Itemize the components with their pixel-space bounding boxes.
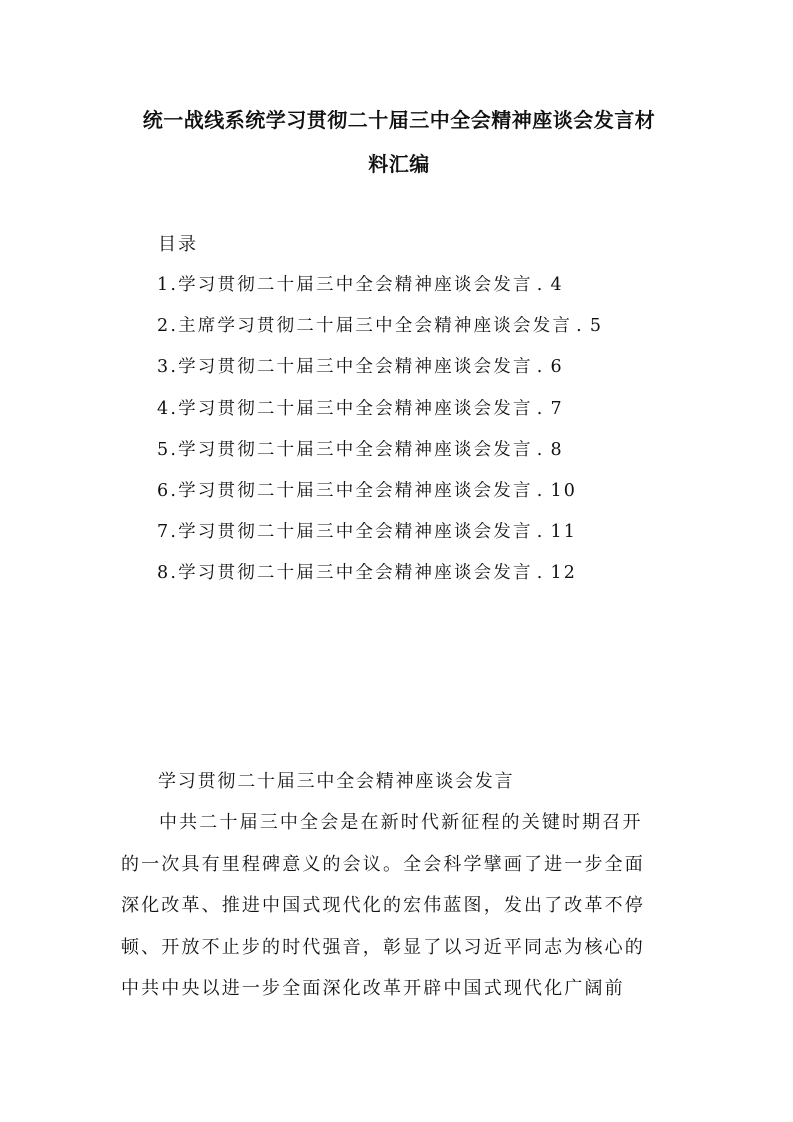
toc-entry[interactable] [157, 478, 603, 519]
toc-entry-page: 4 [550, 275, 564, 295]
toc-entry[interactable] [157, 354, 603, 395]
paragraph-line: 顿、开放不止步的时代强音，彰显了以习近平同志为核心的 [121, 936, 645, 958]
toc-entry-page: 12 [550, 563, 578, 584]
table-of-contents [157, 272, 603, 602]
paragraph-line: 深化改革、推进中国式现代化的宏伟蓝图，发出了改革不停 [121, 895, 645, 916]
paragraph-line: 的一次具有里程碑意义的会议。全会科学擘画了进一步全面 [121, 853, 645, 875]
toc-entry-title: 5.学习贯彻二十届三中全会精神座谈会发言 [157, 439, 533, 460]
toc-entry-separator: . [536, 522, 545, 543]
toc-entry-separator: . [536, 480, 545, 501]
toc-entry-page: 11 [550, 522, 578, 543]
document-title-line-1: 统一战线系统学习贯彻二十届三中全会精神座谈会发言材 [142, 108, 656, 132]
toc-entry-page: 8 [550, 439, 564, 460]
toc-entry-separator: . [536, 357, 545, 378]
paragraph-line: 中共中央以进一步全面深化改革开辟中国式现代化广阔前 [121, 978, 625, 999]
toc-entry[interactable] [157, 519, 603, 560]
toc-entry-separator: . [576, 316, 584, 337]
toc-entry-separator: . [536, 398, 545, 419]
toc-entry-title: 2.主席学习贯彻二十届三中全会精神座谈会发言 [157, 316, 573, 337]
toc-entry[interactable] [157, 272, 603, 313]
toc-entry-title: 1.学习贯彻二十届三中全会精神座谈会发言 [157, 275, 533, 295]
body-paragraph [121, 808, 681, 1016]
toc-entry-page: 6 [550, 357, 564, 378]
toc-entry-title: 7.学习贯彻二十届三中全会精神座谈会发言 [157, 522, 533, 543]
toc-entry[interactable] [157, 560, 603, 601]
toc-heading: 目录 [158, 234, 198, 255]
toc-entry-title: 4.学习贯彻二十届三中全会精神座谈会发言 [157, 398, 533, 419]
toc-entry-separator: . [536, 563, 545, 584]
toc-entry-title: 6.学习贯彻二十届三中全会精神座谈会发言 [157, 480, 533, 501]
toc-entry[interactable] [157, 396, 603, 437]
toc-entry-title: 8.学习贯彻二十届三中全会精神座谈会发言 [157, 563, 533, 584]
toc-entry-separator: . [536, 439, 545, 460]
toc-entry-page: 7 [550, 398, 564, 419]
toc-entry[interactable] [157, 313, 603, 354]
paragraph-line: 中共二十届三中全会是在新时代新征程的关键时期召开 [159, 812, 643, 833]
toc-entry-page: 10 [550, 480, 578, 501]
toc-entry-title: 3.学习贯彻二十届三中全会精神座谈会发言 [157, 357, 533, 378]
document-title-line-2: 料汇编 [368, 152, 430, 176]
toc-entry-separator: . [536, 275, 545, 295]
toc-entry-page: 5 [589, 316, 604, 337]
toc-entry[interactable] [157, 437, 603, 478]
section-heading: 学习贯彻二十届三中全会精神座谈会发言 [158, 771, 515, 792]
